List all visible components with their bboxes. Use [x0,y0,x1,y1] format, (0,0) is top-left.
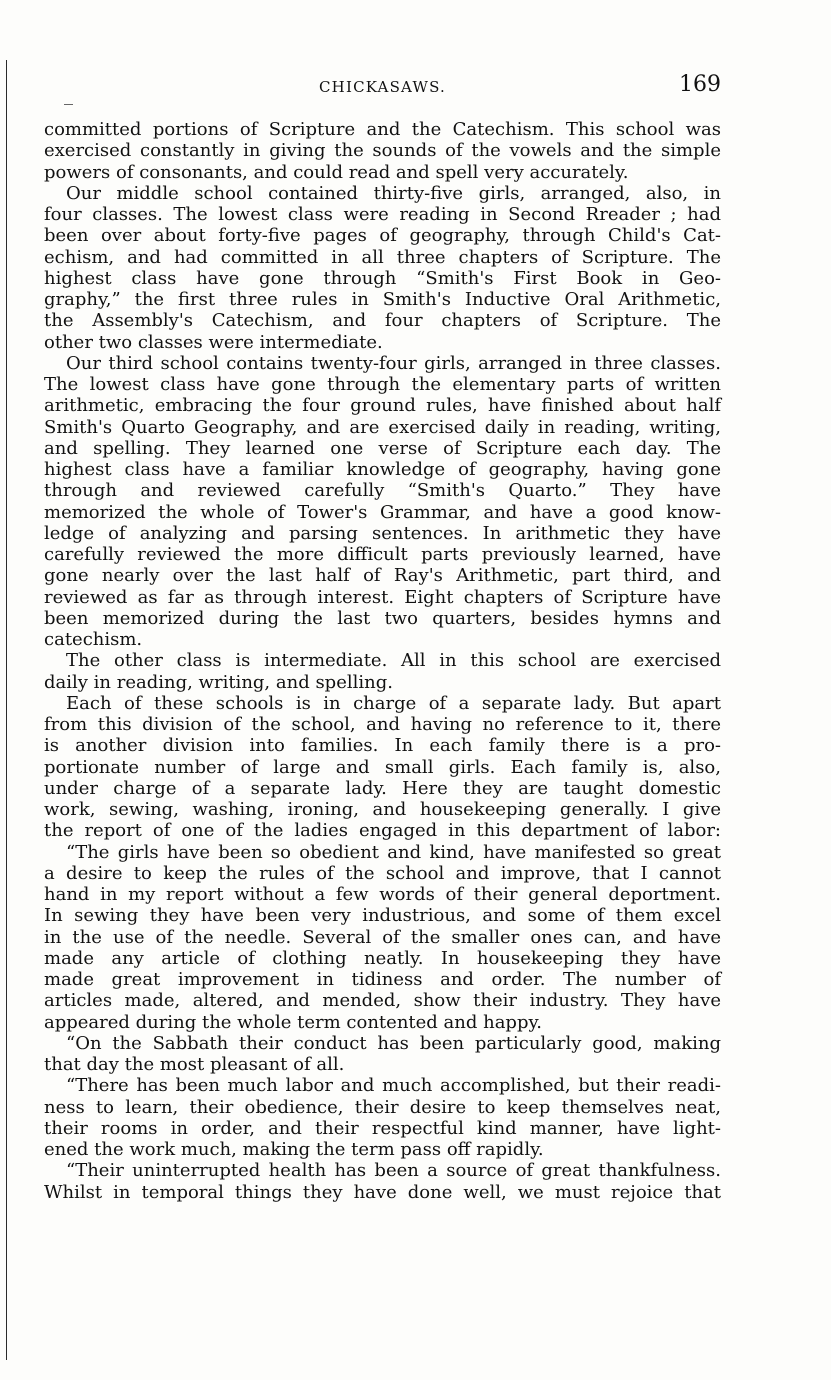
text-line: gone nearly over the last half of Ray's Arithmetic, part third, and [44,565,721,587]
text-line: “On the Sabbath their conduct has been particularly good, making [66,1032,721,1054]
text-line: Each of these schools is in charge of a separate lady. But apart [66,692,721,714]
page-number: 169 [679,72,721,97]
text-line: made any article of clothing neatly. In housekeeping they have [44,947,721,969]
text-line: The lowest class have gone through the elementary parts of written [44,374,721,395]
text-line: in the use of the needle. Several of the smaller ones can, and have [44,926,721,948]
text-line: highest class have gone through “Smith's First Book in Geo- [44,267,721,289]
page-header [44,74,721,102]
running-head: CHICKASAWS. [318,78,447,96]
text-line: Whilst in temporal things they have done well, we must rejoice that [44,1181,721,1203]
header-dash [64,104,73,105]
text-line: a desire to keep the rules of the school and improve, that I cannot [44,862,721,884]
text-line: “The girls have been so obedient and kind, have manifested so great [66,841,721,863]
page-edge-rule [6,60,7,1360]
text-line: from this division of the school, and having no reference to it, there [44,714,721,735]
text-line: Smith's Quarto Geography, and are exercised daily in reading, writing, [44,416,721,438]
text-line: the Assembly's Catechism, and four chapters of Scripture. The [44,310,721,332]
text-line: echism, and had committed in all three chapters of Scripture. The [44,246,721,268]
text-line: catechism. [44,629,143,650]
text-line: is another division into families. In each family there is a pro- [44,735,721,757]
text-line: arithmetic, embracing the four ground rules, have finished about half [44,395,721,417]
text-line: made great improvement in tidiness and order. The number of [44,969,721,990]
text-line: been memorized during the last two quarters, besides hymns and [44,607,721,629]
text-line: portionate number of large and small girls. Each family is, also, [44,756,721,778]
text-line: work, sewing, washing, ironing, and housekeeping generally. I give [44,799,721,820]
text-line: memorized the whole of Tower's Grammar, and have a good know- [44,501,721,523]
text-line: and spelling. They learned one verse of Scripture each day. The [44,437,721,459]
text-line: ened the work much, making the term pass off rapidly. [44,1139,544,1160]
text-line: been over about forty-five pages of geography, through Child's Cat- [44,225,721,247]
text-line: powers of consonants, and could read and spell very accurately. [44,161,629,183]
text-line: reviewed as far as through interest. Eight chapters of Scripture have [44,586,721,608]
text-line: Our third school contains twenty-four girls, arranged in three classes. [66,352,721,374]
text-line: exercised constantly in giving the sounds of the vowels and the simple [44,140,721,162]
text-line: the report of one of the ladies engaged in this department of labor: [44,820,721,842]
text-line: ledge of analyzing and parsing sentences. In arithmetic they have [44,522,721,544]
text-line: graphy,” the first three rules in Smith's Inductive Oral Arithmetic, [44,289,721,310]
text-line: ness to learn, their obedience, their desire to keep themselves neat, [44,1096,721,1118]
text-line: Our middle school contained thirty-five girls, arranged, also, in [66,182,721,204]
body-text [44,119,721,1203]
text-line: “There has been much labor and much accomplished, but their readi- [66,1075,721,1097]
text-line: The other class is intermediate. All in this school are exercised [66,650,721,672]
text-line: under charge of a separate lady. Here they are taught domestic [44,777,721,799]
text-line: appeared during the whole term contented and happy. [44,1011,542,1033]
text-line: committed portions of Scripture and the Catechism. This school was [44,119,721,140]
text-line: their rooms in order, and their respectful kind manner, have light- [44,1117,721,1139]
text-line: articles made, altered, and mended, show their industry. They have [44,990,721,1012]
text-line: four classes. The lowest class were reading in Second Rreader ; had [44,204,721,225]
text-line: carefully reviewed the more difficult parts previously learned, have [44,544,721,565]
text-line: that day the most pleasant of all. [44,1054,345,1075]
text-line: hand in my report without a few words of their general deportment. [44,884,721,905]
text-line: other two classes were intermediate. [44,331,383,353]
text-line: In sewing they have been very industrious, and some of them excel [44,905,721,927]
text-line: daily in reading, writing, and spelling. [44,671,393,693]
text-line: through and reviewed carefully “Smith's Quarto.” They have [44,480,721,502]
text-line: highest class have a familiar knowledge of geography, having gone [44,459,721,480]
text-line: “Their uninterrupted health has been a source of great thankfulness. [66,1160,721,1182]
